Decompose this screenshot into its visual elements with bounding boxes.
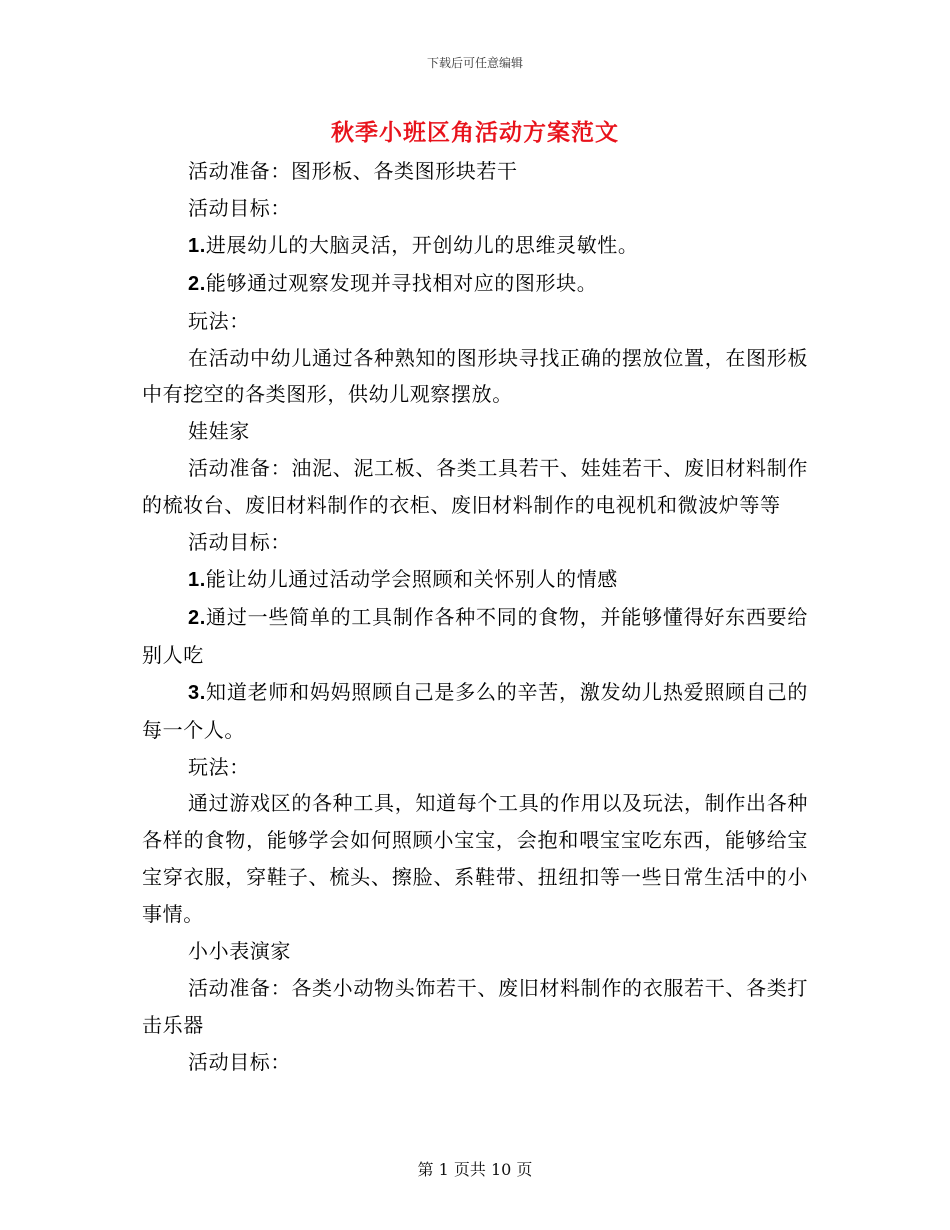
item-number: 2. xyxy=(188,606,206,629)
numbered-item xyxy=(142,599,808,674)
item-text: 能让幼儿通过活动学会照顾和关怀别人的情感 xyxy=(205,566,618,591)
paragraph: 活动目标： xyxy=(188,530,291,555)
header-note: 下载后可任意编辑 xyxy=(426,56,523,70)
item-number: 3. xyxy=(188,681,206,704)
document-body xyxy=(142,153,808,1081)
section-heading: 娃娃家 xyxy=(188,419,250,444)
document-title: 秋季小班区角活动方案范文 xyxy=(331,119,619,146)
paragraph: 活动准备：油泥、泥工板、各类工具若干、娃娃若干、废旧材料制作的梳妆台、废旧材料制作的衣柜、废旧材料制作的电视机和微波炉等等 xyxy=(142,456,808,518)
paragraph: 通过游戏区的各种工具，知道每个工具的作用以及玩法，制作出各种各样的食物，能够学会如何照顾小宝宝，会抱和喂宝宝吃东西，能够给宝宝穿衣服，穿鞋子、梳头、擦脸、系鞋带、扭纽扣等一些日常生活中的小事情。 xyxy=(142,791,808,927)
item-text: 知道老师和妈妈照顾自己是多么的辛苦，激发幼儿热爱照顾自己的每一个人。 xyxy=(142,679,808,742)
paragraph: 活动准备：各类小动物头饰若干、废旧材料制作的衣服若干、各类打击乐器 xyxy=(142,975,808,1037)
paragraph: 玩法： xyxy=(188,308,250,333)
numbered-item xyxy=(142,561,808,599)
item-text: 能够通过观察发现并寻找相对应的图形块。 xyxy=(205,270,598,295)
numbered-item xyxy=(142,265,808,303)
page-footer: 第 1 页共 10 页 xyxy=(417,1160,533,1179)
item-number: 1. xyxy=(188,568,206,591)
item-text: 通过一些简单的工具制作各种不同的食物，并能够懂得好东西要给别人吃 xyxy=(142,604,808,667)
section-heading: 小小表演家 xyxy=(188,939,291,964)
item-text: 进展幼儿的大脑灵活，开创幼儿的思维灵敏性。 xyxy=(205,232,639,257)
paragraph: 玩法： xyxy=(188,754,250,779)
item-number: 2. xyxy=(188,272,206,295)
numbered-item xyxy=(142,227,808,265)
paragraph: 在活动中幼儿通过各种熟知的图形块寻找正确的摆放位置，在图形板中有挖空的各类图形，供幼儿观察摆放。 xyxy=(142,345,808,407)
paragraph: 活动目标： xyxy=(188,1049,291,1074)
item-number: 1. xyxy=(188,234,206,257)
paragraph: 活动准备：图形板、各类图形块若干 xyxy=(188,159,518,183)
paragraph: 活动目标： xyxy=(188,195,291,220)
numbered-item xyxy=(142,674,808,749)
